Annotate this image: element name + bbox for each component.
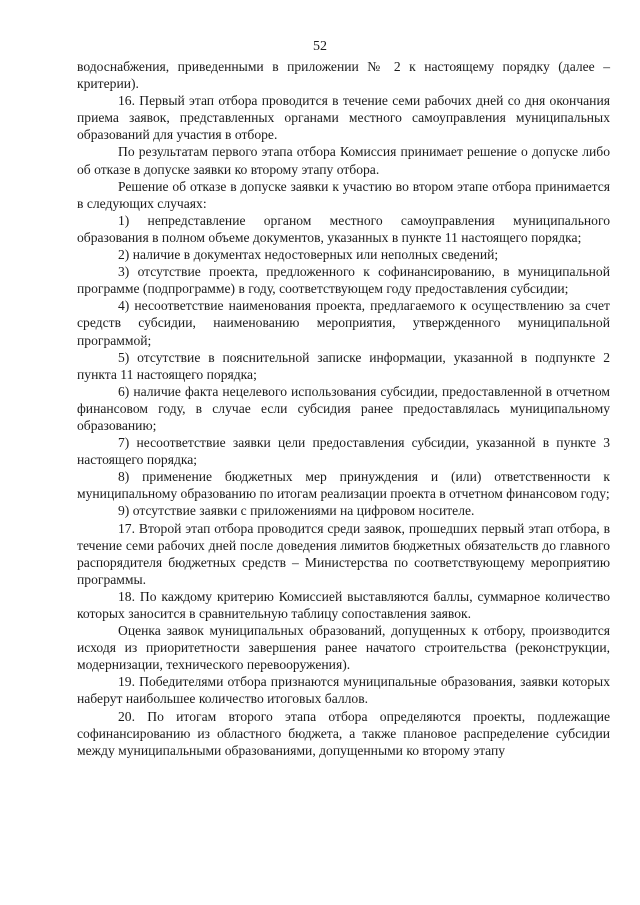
list-item: 8) применение бюджетных мер принуждения и (или) ответственности к муниципальному образованию по итогам реализации проекта в отчетном финансовом году;	[77, 469, 610, 502]
list-item: 3) отсутствие проекта, предложенного к софинансированию, в муниципальной программе (подпрограмме) в году, соответствующем году предоставления субсидии;	[77, 264, 610, 297]
paragraph-item-16: 16. Первый этап отбора проводится в течение семи рабочих дней со дня окончания приема заявок, представленных органами местного самоуправления муниципальных образований для участия в отборе.	[77, 93, 610, 143]
paragraph: водоснабжения, приведенными в приложении № 2 к настоящему порядку (далее – критерии).	[77, 59, 610, 92]
list-item: 1) непредставление органом местного самоуправления муниципального образования в полном объеме документов, указанных в пункте 11 настоящего порядка;	[77, 212, 610, 245]
paragraph: Оценка заявок муниципальных образований, допущенных к отбору, производится исходя из приоритетности завершения ранее начатого строительства (реконструкции, модернизации, технического перевооружения).	[77, 623, 610, 673]
paragraph-item-18: 18. По каждому критерию Комиссией выставляются баллы, суммарное количество которых заносится в сравнительную таблицу сопоставления заявок.	[77, 588, 610, 621]
document-body	[77, 58, 610, 759]
list-item: 2) наличие в документах недостоверных или неполных сведений;	[118, 247, 499, 263]
list-item: 5) отсутствие в пояснительной записке информации, указанной в подпункте 2 пункта 11 настоящего порядка;	[77, 349, 610, 382]
paragraph: Решение об отказе в допуске заявки к участию во втором этапе отбора принимается в следующих случаях:	[77, 178, 610, 211]
list-item: 9) отсутствие заявки с приложениями на цифровом носителе.	[118, 503, 475, 519]
page-number: 52	[313, 39, 327, 54]
paragraph: По результатам первого этапа отбора Комиссия принимает решение о допуске либо об отказе в допуске заявки ко второму этапу отбора.	[77, 144, 610, 177]
paragraph-item-17: 17. Второй этап отбора проводится среди заявок, прошедших первый этап отбора, в течение семи рабочих дней после доведения лимитов бюджетных обязательств до главного распорядителя бюджетных средств – Министерства по соответствующему мероприятию программы.	[77, 520, 610, 587]
paragraph-item-19: 19. Победителями отбора признаются муниципальные образования, заявки которых наберут наибольшее количество итоговых баллов.	[77, 674, 610, 707]
list-item: 7) несоответствие заявки цели предоставления субсидии, указанной в пункте 3 настоящего порядка;	[77, 435, 610, 468]
list-item: 4) несоответствие наименования проекта, предлагаемого к осуществлению за счет средств субсидии, наименованию мероприятия, утвержденного муниципальной программой;	[77, 298, 610, 348]
paragraph-item-20: 20. По итогам второго этапа отбора определяются проекты, подлежащие софинансированию из областного бюджета, а также плановое распределение субсидии между муниципальными образованиями, допущенными ко второму этапу	[77, 708, 610, 758]
list-item: 6) наличие факта нецелевого использования субсидии, предоставленной в отчетном финансовом году, в случае если субсидия ранее предоставлялась муниципальному образованию;	[77, 383, 610, 433]
